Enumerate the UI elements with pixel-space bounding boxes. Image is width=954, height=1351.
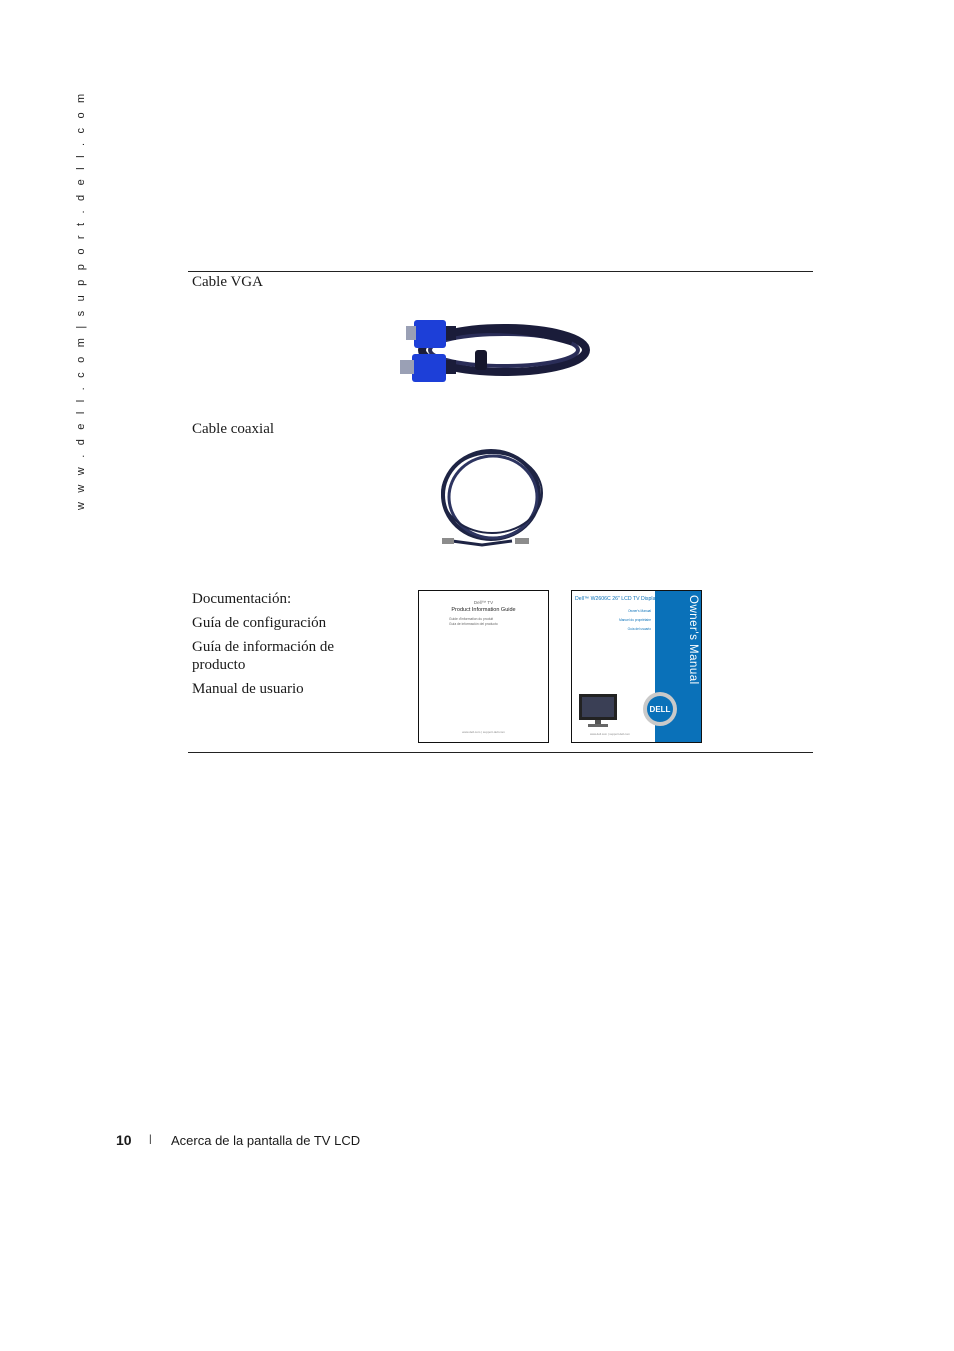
booklet-2-vertical-title: Owner's Manual bbox=[687, 595, 699, 685]
product-information-guide-booklet bbox=[418, 590, 549, 743]
doc-item-product-info-guide: Guía de información de producto bbox=[192, 639, 335, 673]
booklet-2-footer: www.dell.com | support.dell.com bbox=[590, 732, 630, 736]
table-top-rule bbox=[188, 271, 813, 272]
doc-item-owners-manual: Manual de usuario bbox=[192, 681, 304, 697]
owners-manual-booklet bbox=[571, 590, 702, 743]
footer-separator: | bbox=[149, 1134, 152, 1145]
documentation-heading: Documentación: bbox=[192, 591, 292, 607]
booklet-1-title: Product Information Guide bbox=[451, 607, 516, 613]
dell-logo-text: DELL bbox=[649, 705, 671, 714]
booklet-2-lang-2: Manuel du propriétaire bbox=[619, 618, 651, 622]
vga-cable-image bbox=[392, 312, 592, 390]
booklet-2-lang-3: Guía del usuario bbox=[627, 627, 651, 631]
dell-logo-icon bbox=[642, 691, 678, 727]
vga-cable-label: Cable VGA bbox=[192, 274, 263, 290]
coax-cable-label: Cable coaxial bbox=[192, 421, 275, 437]
coax-cable-image bbox=[437, 445, 547, 555]
doc-item-setup-guide: Guía de configuración bbox=[192, 615, 327, 631]
booklet-1-subtitle-2: Guía de información del producto bbox=[449, 622, 498, 626]
page-number: 10 bbox=[116, 1132, 132, 1148]
booklet-2-lang-1: Owner's Manual bbox=[628, 609, 651, 613]
footer-section-title: Acerca de la pantalla de TV LCD bbox=[171, 1133, 361, 1148]
booklet-2-header: Dell™ W2606C 26" LCD TV Display bbox=[575, 596, 659, 602]
booklet-1-subtitle-1: Guide d'information du produit bbox=[449, 617, 494, 621]
booklet-1-footer: www.dell.com | support.dell.com bbox=[462, 730, 505, 734]
documentation-list bbox=[192, 590, 382, 704]
table-bottom-rule bbox=[188, 752, 813, 753]
booklet-1-brand: Dell™ TV bbox=[473, 600, 494, 605]
tv-display-icon bbox=[578, 693, 618, 729]
side-url: w w w . d e l l . c o m | s u p p o r t . d e l l . c o m bbox=[75, 90, 87, 510]
